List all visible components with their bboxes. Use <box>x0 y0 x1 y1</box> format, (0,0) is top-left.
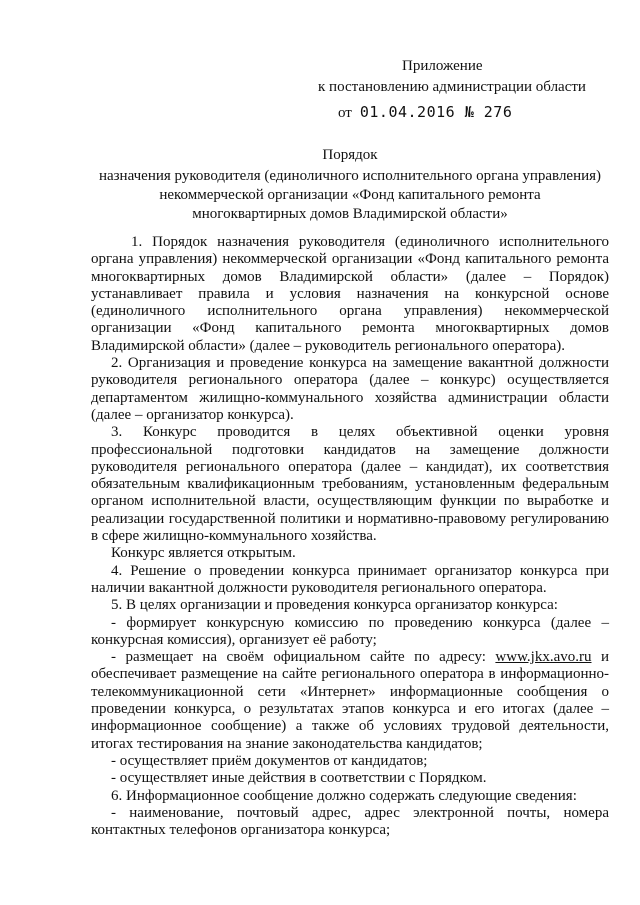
paragraph-6: 6. Информационное сообщение должно содержать следующие сведения: <box>111 787 577 804</box>
paragraph-5: 5. В целях организации и проведения конкурса организатор конкурса: <box>111 597 558 614</box>
website-link[interactable]: www.jkx.avo.ru <box>495 649 592 666</box>
paragraph-2: 2. Организация и проведение конкурса на замещение вакантной должности руководителя регионального оператора (далее – конкурс) осуществляется департаментом жилищно-коммунального хозяйства администрации области (далее – организатор конкурса). <box>91 355 609 423</box>
bullet-other-actions: - осуществляет иные действия в соответствии с Порядком. <box>111 770 487 787</box>
bullet-commission: - формирует конкурсную комиссию по проведению конкурса (далее – конкурсная комиссия), организует её работу; <box>91 614 609 648</box>
date-number-stamp: 01.04.2016 № 276 <box>359 103 513 121</box>
title-line-2: назначения руководителя (единоличного исполнительного органа управления) <box>98 168 602 184</box>
paragraph-4: 4. Решение о проведении конкурса принимает организатор конкурса при наличии вакантной должности руководителя регионального оператора. <box>91 562 609 596</box>
document-title <box>90 146 610 224</box>
appendix-label: Приложение <box>402 58 483 74</box>
title-line-4: многоквартирных домов Владимирской области» <box>192 206 508 222</box>
bullet-website-text: - размещает на своём официальном сайте по адресу: <box>111 649 496 666</box>
bullet-website <box>91 649 609 753</box>
date-prefix: от <box>338 105 352 121</box>
resolution-date-line <box>310 102 610 124</box>
title-line-3: некоммерческой организации «Фонд капитального ремонта <box>159 187 541 203</box>
bullet-contacts: - наименование, почтовый адрес, адрес электронной почты, номера контактных телефонов организатора конкурса; <box>91 804 609 839</box>
resolution-reference: к постановлению администрации области <box>318 79 586 95</box>
bullet-documents: - осуществляет приём документов от кандидатов; <box>111 752 428 769</box>
document-body <box>91 234 609 839</box>
paragraph-1: 1. Порядок назначения руководителя (единоличного исполнительного органа управления) некоммерческой организации «Фонд капитального ремонта многоквартирных домов Владимирской области» (далее – Порядок) устанавливает правила и условия назначения на конкурсной основе (единоличного исполнительного органа управления) некоммерческой организации «Фонд капитального ремонта многоквартирных домов Владимирской области» (далее – руководитель регионального оператора). <box>91 234 609 354</box>
paragraph-3: 3. Конкурс проводится в целях объективной оценки уровня профессиональной подготовки кандидатов на замещение должности руководителя регионального оператора (далее – кандидат), их соответствия обязательным квалификационным требованиям, установленным федеральным органом исполнительной власти, осуществляющим функции по выработке и реализации государственной политики и нормативно-правовому регулированию в сфере жилищно-коммунального хозяйства. <box>91 424 609 545</box>
bullet-website-text-cont: и обеспечивает размещение на сайте регионального оператора в информационно-телекоммуникационной сети «Интернет» информационные сообщения о проведении конкурса, о результатах этапов конкурса и его итогах (далее – информационное сообщение) а также об условиях трудовой деятельности, итогах тестирования на знание законодательства кандидатов; <box>91 649 610 752</box>
appendix-header <box>310 56 610 124</box>
paragraph-3-open: Конкурс является открытым. <box>111 545 296 562</box>
title-heading: Порядок <box>322 147 378 163</box>
